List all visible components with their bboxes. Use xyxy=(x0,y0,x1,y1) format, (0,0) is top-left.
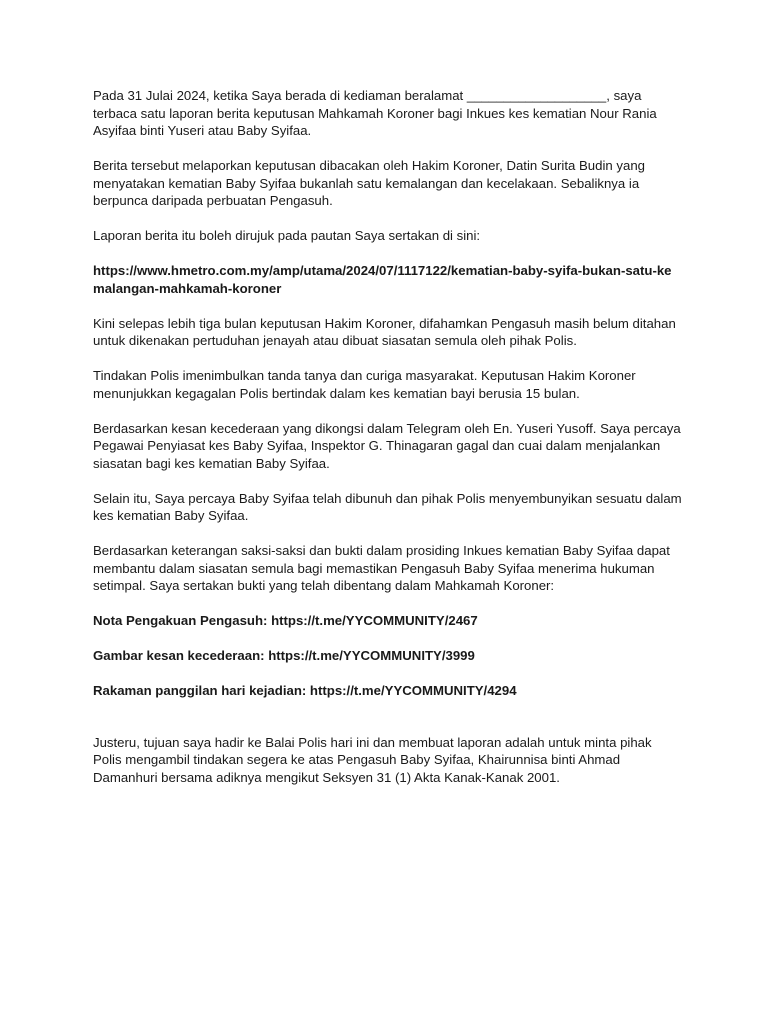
paragraph-news-report: Berita tersebut melaporkan keputusan dibacakan oleh Hakim Koroner, Datin Surita Budin yang menyatakan kematian Baby Syifaa bukanlah satu kemalangan dan kecelakaan. Sebaliknya ia berpunca daripada perbuatan Pengasuh. xyxy=(93,158,646,208)
evidence-confession-note[interactable]: Nota Pengakuan Pengasuh: https://t.me/YYCOMMUNITY/2467 xyxy=(93,613,478,628)
paragraph-evidence: Berdasarkan keterangan saksi-saksi dan bukti dalam prosiding Inkues kematian Baby Syifaa dapat membantu dalam siasatan semula bagi memastikan Pengasuh Baby Syifaa menerima hukuman setimpal. Saya sertakan bukti yang telah dibentang dalam Mahkamah Koroner: xyxy=(93,543,670,593)
evidence-injury-photos[interactable]: Gambar kesan kecederaan: https://t.me/YYCOMMUNITY/3999 xyxy=(93,648,475,663)
document-body xyxy=(93,87,683,804)
paragraph-intro: Pada 31 Julai 2024, ketika Saya berada di kediaman beralamat ___________________, saya terbaca satu laporan berita keputusan Mahkamah Koroner bagi Inkues kes kematian Nour Rania Asyifaa binti Yuseri atau Baby Syifaa. xyxy=(93,88,657,138)
paragraph-belief: Selain itu, Saya percaya Baby Syifaa telah dibunuh dan pihak Polis menyembunyikan sesuatu dalam kes kematian Baby Syifaa. xyxy=(93,490,682,523)
paragraph-conclusion: Justeru, tujuan saya hadir ke Balai Polis hari ini dan membuat laporan adalah untuk minta pihak Polis mengambil tindakan segera ke atas Pengasuh Baby Syifaa, Khairunnisa binti Ahmad Damanhuri bersama adiknya mengikut Seksyen 31 (1) Akta Kanak-Kanak 2001. xyxy=(93,734,652,785)
paragraph-link-intro: Laporan berita itu boleh dirujuk pada pautan Saya sertakan di sini: xyxy=(93,228,481,243)
paragraph-police-action: Tindakan Polis imenimbulkan tanda tanya dan curiga masyarakat. Keputusan Hakim Koroner menunjukkan kegagalan Polis bertindak dalam kes kematian bayi berusia 15 bulan. xyxy=(93,368,636,401)
news-link[interactable]: https://www.hmetro.com.my/amp/utama/2024/07/1117122/kematian-baby-syifa-bukan-satu-kemalangan-mahkamah-koroner xyxy=(93,263,672,296)
paragraph-three-months: Kini selepas lebih tiga bulan keputusan Hakim Koroner, difahamkan Pengasuh masih belum ditahan untuk dikenakan pertuduhan jenayah atau dibuat siasatan semula oleh pihak Polis. xyxy=(93,315,676,348)
paragraph-investigator: Berdasarkan kesan kecederaan yang dikongsi dalam Telegram oleh En. Yuseri Yusoff. Saya percaya Pegawai Penyiasat kes Baby Syifaa, Inspektor G. Thinagaran gagal dan cuai dalam menjalankan siasatan bagi kes kematian Baby Syifaa. xyxy=(93,420,681,471)
evidence-call-recording[interactable]: Rakaman panggilan hari kejadian: https://t.me/YYCOMMUNITY/4294 xyxy=(93,683,517,698)
